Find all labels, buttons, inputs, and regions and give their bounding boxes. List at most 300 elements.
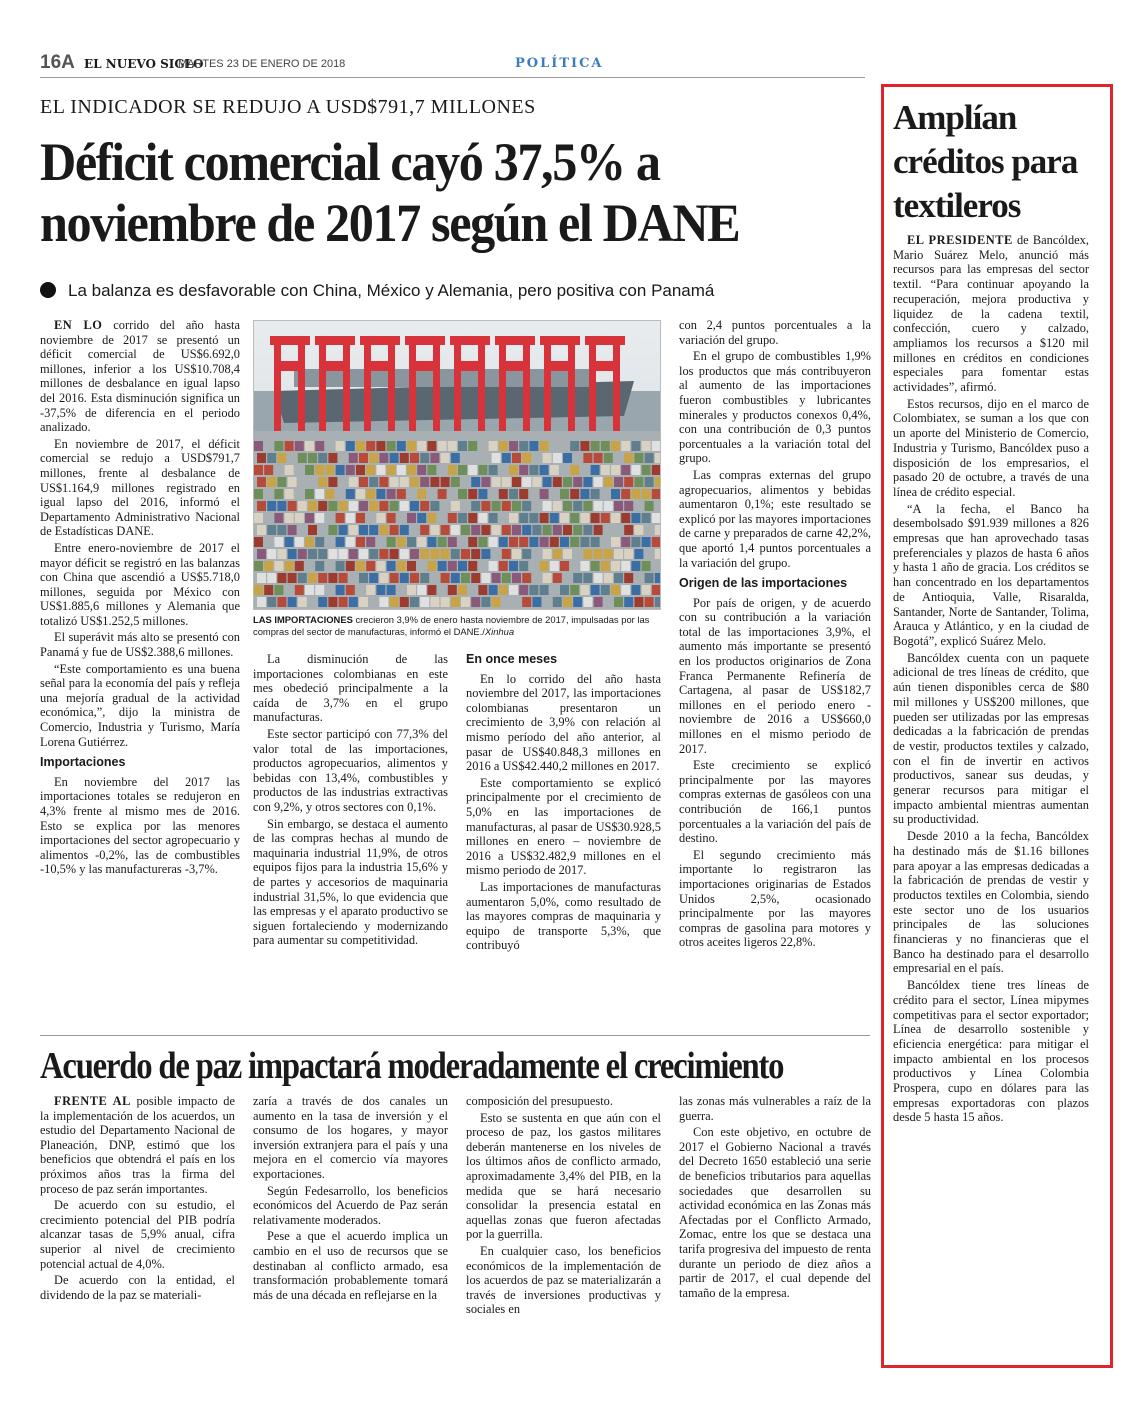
container xyxy=(624,525,633,535)
container xyxy=(369,573,378,583)
container xyxy=(468,441,477,451)
container xyxy=(614,597,623,607)
container xyxy=(529,585,538,595)
paragraph: Desde 2010 a la fecha, Bancóldex ha destinado más de $1.16 billones para apoyar a las empresas dedicadas a la fabricación de prendas de vestir y productos textiles en Colombia, siendo este sector uno de los usuarios principales de las soluciones financieras y no financieras que el Banco ha destinado para el desarrollo empresarial en el país. xyxy=(893,829,1089,976)
container xyxy=(471,477,480,487)
container xyxy=(563,501,572,511)
container xyxy=(611,513,620,523)
container xyxy=(420,501,429,511)
container xyxy=(522,549,531,559)
container xyxy=(257,597,266,607)
container xyxy=(336,465,345,475)
container xyxy=(594,453,603,463)
container xyxy=(655,573,661,583)
container xyxy=(356,513,365,523)
container xyxy=(481,501,490,511)
container xyxy=(492,501,501,511)
container xyxy=(254,537,263,547)
container xyxy=(563,525,572,535)
container xyxy=(631,513,640,523)
container xyxy=(346,537,355,547)
container xyxy=(285,465,294,475)
container xyxy=(420,549,429,559)
container xyxy=(652,513,661,523)
container xyxy=(624,501,633,511)
container xyxy=(471,597,480,607)
article-column-2 xyxy=(253,652,448,950)
container xyxy=(563,453,572,463)
container xyxy=(468,465,477,475)
container xyxy=(461,525,470,535)
container xyxy=(315,441,324,451)
article-column-4 xyxy=(679,318,871,952)
container xyxy=(550,465,559,475)
container xyxy=(461,597,470,607)
container xyxy=(318,597,327,607)
container xyxy=(519,513,528,523)
container xyxy=(519,537,528,547)
container xyxy=(573,597,582,607)
container xyxy=(410,453,419,463)
container xyxy=(387,465,396,475)
container xyxy=(376,513,385,523)
container xyxy=(642,465,651,475)
container xyxy=(611,441,620,451)
container xyxy=(441,573,450,583)
container xyxy=(298,597,307,607)
container xyxy=(478,465,487,475)
container xyxy=(267,477,276,487)
container xyxy=(356,465,365,475)
container xyxy=(285,489,294,499)
section-label: POLÍTICA xyxy=(515,56,604,71)
container xyxy=(397,441,406,451)
container xyxy=(631,537,640,547)
container xyxy=(390,477,399,487)
container xyxy=(468,489,477,499)
container xyxy=(427,561,436,571)
paragraph: En noviembre de 2017, el déficit comercial se redujo a USD$791,7 millones, frente al desbalance de US$1.164,9 millones registrado en igual lapso del 2016, informó el Departamento Administrativo Nacional de Estadísticas DANE. xyxy=(40,436,240,539)
container xyxy=(611,561,620,571)
container xyxy=(346,489,355,499)
container xyxy=(458,489,467,499)
container xyxy=(522,597,531,607)
container xyxy=(298,573,307,583)
container xyxy=(366,585,375,595)
container xyxy=(543,549,552,559)
container xyxy=(543,477,552,487)
container xyxy=(614,573,623,583)
container xyxy=(481,525,490,535)
container xyxy=(387,441,396,451)
container xyxy=(285,513,294,523)
paragraph: El superávit más alto se presentó con Panamá y fue de US$2.388,6 millones. xyxy=(40,630,240,660)
paragraph: Bancóldex tiene tres líneas de crédito para el sector, Línea mipymes competitivas para el sector exportador; Línea de desarrollo sostenible y eficiencia energética: para mitigar el impacto ambiental en los procesos productivos y Línea Colombia Prospera, cupo en dólares para las empresas exportadoras con plazos desde 5 hasta 15 años. xyxy=(893,978,1089,1125)
container xyxy=(346,585,355,595)
container xyxy=(522,501,531,511)
container xyxy=(441,549,450,559)
container xyxy=(346,465,355,475)
container xyxy=(553,453,562,463)
container xyxy=(553,477,562,487)
container xyxy=(400,525,409,535)
container xyxy=(420,453,429,463)
container xyxy=(295,513,304,523)
container xyxy=(621,441,630,451)
container xyxy=(328,549,337,559)
container xyxy=(468,561,477,571)
container xyxy=(540,465,549,475)
container xyxy=(461,549,470,559)
container xyxy=(604,453,613,463)
container xyxy=(532,477,541,487)
container xyxy=(611,537,620,547)
container xyxy=(645,597,654,607)
container xyxy=(328,501,337,511)
container xyxy=(458,561,467,571)
container xyxy=(369,477,378,487)
paragraph: Las importaciones de manufacturas aumentaron 5,0%, como resultado de las mayores compras de maquinaria y equipo de transporte 5,3%, que contribuyó xyxy=(466,879,661,953)
container xyxy=(318,477,327,487)
container xyxy=(410,501,419,511)
container xyxy=(553,597,562,607)
container xyxy=(257,477,266,487)
container xyxy=(325,489,334,499)
container xyxy=(560,585,569,595)
container xyxy=(359,525,368,535)
container xyxy=(267,597,276,607)
container xyxy=(550,537,559,547)
container xyxy=(642,513,651,523)
container xyxy=(631,465,640,475)
container xyxy=(502,525,511,535)
container xyxy=(339,525,348,535)
container xyxy=(267,501,276,511)
container xyxy=(540,513,549,523)
container xyxy=(512,525,521,535)
container xyxy=(458,513,467,523)
paragraph: las zonas más vulnerables a raíz de la guerra. xyxy=(679,1094,871,1123)
container xyxy=(441,525,450,535)
container xyxy=(376,585,385,595)
container xyxy=(512,501,521,511)
container xyxy=(563,477,572,487)
container xyxy=(594,573,603,583)
container xyxy=(611,489,620,499)
container xyxy=(583,525,592,535)
container xyxy=(308,549,317,559)
container xyxy=(489,513,498,523)
container xyxy=(336,441,345,451)
container xyxy=(257,525,266,535)
container xyxy=(277,573,286,583)
container xyxy=(519,441,528,451)
container xyxy=(553,501,562,511)
container xyxy=(366,561,375,571)
container xyxy=(407,537,416,547)
container xyxy=(512,573,521,583)
container xyxy=(499,489,508,499)
container xyxy=(277,549,286,559)
paragraph: En lo corrido del año hasta noviembre del 2017, las importaciones colombianas presentaron un crecimiento de 3,9% con relación al mismo período del año anterior, al pasar de US$40.848,3 millones en 2016 a US$42.440,2 millones en 2017. xyxy=(466,671,661,774)
container xyxy=(379,501,388,511)
container xyxy=(509,513,518,523)
container xyxy=(502,501,511,511)
container xyxy=(522,573,531,583)
container xyxy=(540,441,549,451)
container xyxy=(315,585,324,595)
container xyxy=(604,549,613,559)
paragraph: En noviembre del 2017 las importaciones totales se redujeron en 4,3% frente al mismo mes de 2016. Esto se explica por las menores importaciones del sector agropecuario y alimentos -0,2%, las de combustibles -10,5% y las manufactureras -3,7%. xyxy=(40,774,240,877)
container xyxy=(369,501,378,511)
container xyxy=(417,489,426,499)
container xyxy=(257,549,266,559)
container xyxy=(336,585,345,595)
container xyxy=(614,501,623,511)
paragraph: De acuerdo con su estudio, el crecimiento potencial del PIB podría alcanzar tasas de 5,9% anual, cifra superior al nivel de crecimiento potencial actual de 4,0%. xyxy=(40,1198,235,1271)
container xyxy=(366,441,375,451)
container xyxy=(379,525,388,535)
container xyxy=(522,525,531,535)
container xyxy=(580,537,589,547)
container xyxy=(624,597,633,607)
container xyxy=(298,453,307,463)
container xyxy=(359,549,368,559)
container xyxy=(573,477,582,487)
paragraph: De acuerdo con la entidad, el dividendo de la paz se materiali- xyxy=(40,1273,235,1302)
container xyxy=(655,549,661,559)
paragraph: “Este comportamiento es una buena señal para la economía del país y refleja una mejoría gradual de la actividad económica,”, dijo la ministra de Comercio, Industria y Turismo, María Lorena Gutiérrez. xyxy=(40,661,240,749)
sidebar-title-line: textileros xyxy=(893,186,1021,225)
container xyxy=(543,453,552,463)
container xyxy=(349,525,358,535)
container xyxy=(407,561,416,571)
container xyxy=(492,597,501,607)
container xyxy=(420,573,429,583)
container xyxy=(356,561,365,571)
container xyxy=(369,549,378,559)
container xyxy=(376,465,385,475)
paragraph: composición del presupuesto. xyxy=(466,1094,613,1108)
container xyxy=(553,573,562,583)
container xyxy=(573,501,582,511)
container xyxy=(448,537,457,547)
container xyxy=(417,465,426,475)
container xyxy=(583,597,592,607)
container xyxy=(451,573,460,583)
container xyxy=(550,561,559,571)
container xyxy=(461,573,470,583)
container xyxy=(540,537,549,547)
container xyxy=(305,513,314,523)
container xyxy=(420,477,429,487)
container xyxy=(349,453,358,463)
paragraph: La disminución de las importaciones colombianas en este mes obedeció principalmente a la caída de 3,7% en el grupo manufacturas. xyxy=(253,652,448,725)
container xyxy=(254,441,263,451)
container xyxy=(349,501,358,511)
container xyxy=(652,585,661,595)
container xyxy=(448,585,457,595)
container xyxy=(430,597,439,607)
container xyxy=(614,477,623,487)
container xyxy=(451,597,460,607)
container xyxy=(604,477,613,487)
container xyxy=(285,441,294,451)
container xyxy=(254,465,263,475)
container xyxy=(407,585,416,595)
container xyxy=(543,501,552,511)
container xyxy=(591,513,600,523)
container xyxy=(318,573,327,583)
paragraph: Las compras externas del grupo agropecuarios, alimentos y bebidas aumentaron 0,1%; este resultado se explicó por las mayores importaciones de carne y preparados de carne 42,2%, que aportó 1,4 puntos porcentuales a la variación del grupo. xyxy=(679,467,871,570)
container xyxy=(379,453,388,463)
container xyxy=(624,453,633,463)
container xyxy=(451,549,460,559)
paragraph: “A la fecha, el Banco ha desembolsado $91.939 millones a 826 empresas que han aprovechado tasas preferenciales y plazos de hasta 6 años y hasta 1 año de gracia. Los créditos se han concentrado en los departamentos de Antioquia, Valle, Risaralda, Santander, Norte de Santander, Tolima, Arauca y Atlántico, y en la ciudad de Bogotá”, explicó Suárez Melo. xyxy=(893,501,1089,648)
paragraph: EL PRESIDENTE de Bancóldex, Mario Suárez Melo, anunció más recursos para las empresas del sector textil. “Para continuar apoyando la recuperación, mejora productiva y liquidez de la cadena textil, confección, cuero y calzado, ampliamos los recursos a $120 mil millones en créditos en condiciones especiales para fomentar estas actividades”, afirmó. xyxy=(893,233,1089,395)
second-headline: Acuerdo de paz impactará moderadamente el crecimiento xyxy=(40,1045,784,1087)
article-headline xyxy=(40,132,812,254)
paragraph: Pese a que el acuerdo implica un cambio en el uso de recursos que se destinaban al conflicto armado, esa transformación probablemente tomará más de una década en reflejarse en la xyxy=(253,1229,448,1302)
container xyxy=(387,537,396,547)
subhead-text: La balanza es desfavorable con China, México y Alemania, pero positiva con Panamá xyxy=(68,281,715,300)
container xyxy=(532,525,541,535)
container xyxy=(634,597,643,607)
container xyxy=(288,525,297,535)
container xyxy=(387,585,396,595)
container xyxy=(277,525,286,535)
container xyxy=(499,585,508,595)
container xyxy=(295,561,304,571)
container xyxy=(540,585,549,595)
container xyxy=(346,441,355,451)
container xyxy=(339,597,348,607)
container xyxy=(430,501,439,511)
container xyxy=(305,585,314,595)
container xyxy=(407,441,416,451)
container xyxy=(489,537,498,547)
container xyxy=(532,597,541,607)
container xyxy=(400,453,409,463)
container xyxy=(634,549,643,559)
container xyxy=(583,453,592,463)
container xyxy=(379,573,388,583)
article-subhead xyxy=(40,281,870,301)
container xyxy=(631,561,640,571)
container xyxy=(529,537,538,547)
article-column-3 xyxy=(466,652,661,955)
container xyxy=(591,465,600,475)
container xyxy=(502,453,511,463)
container xyxy=(560,513,569,523)
container xyxy=(594,501,603,511)
paragraph: con 2,4 puntos porcentuales a la variación del grupo. xyxy=(679,318,871,347)
container xyxy=(400,549,409,559)
container xyxy=(652,441,661,451)
container xyxy=(315,561,324,571)
container xyxy=(359,597,368,607)
container xyxy=(448,465,457,475)
container xyxy=(407,513,416,523)
container xyxy=(390,597,399,607)
container xyxy=(481,477,490,487)
container xyxy=(427,537,436,547)
container xyxy=(451,453,460,463)
container xyxy=(285,561,294,571)
container xyxy=(339,501,348,511)
container xyxy=(492,477,501,487)
container xyxy=(634,477,643,487)
container xyxy=(489,585,498,595)
container xyxy=(420,597,429,607)
container xyxy=(264,465,273,475)
paragraph: Según Fedesarrollo, los beneficios económicos del Acuerdo de Paz serán relativamente moderados. xyxy=(253,1183,448,1227)
container xyxy=(594,525,603,535)
container xyxy=(267,549,276,559)
container xyxy=(624,477,633,487)
container xyxy=(379,549,388,559)
issue-date: MARTES 23 DE ENERO DE 2018 xyxy=(178,58,346,70)
container xyxy=(417,585,426,595)
container xyxy=(277,453,286,463)
container xyxy=(318,453,327,463)
sidebar-title-line: Amplían xyxy=(893,98,1017,137)
container xyxy=(492,573,501,583)
container xyxy=(451,525,460,535)
container xyxy=(570,489,579,499)
container xyxy=(397,537,406,547)
container xyxy=(274,585,283,595)
container xyxy=(448,513,457,523)
container xyxy=(328,453,337,463)
container xyxy=(325,465,334,475)
story-divider xyxy=(40,1035,870,1036)
sidebar-headline xyxy=(893,96,1107,228)
container xyxy=(397,561,406,571)
article-column-1 xyxy=(40,318,240,879)
container xyxy=(400,477,409,487)
container xyxy=(580,441,589,451)
caption-lead: LAS IMPORTACIONES xyxy=(253,614,353,625)
container xyxy=(570,537,579,547)
container xyxy=(274,561,283,571)
container xyxy=(438,489,447,499)
lead-in: EL PRESIDENTE xyxy=(907,233,1013,247)
paragraph: Entre enero-noviembre de 2017 el mayor déficit se registró en las balanzas con China que ascendió a US$5.718,0 millones, seguida por México con US$1.885,6 millones y Alemania que totalizó US$1.252,5 millones. xyxy=(40,540,240,628)
container xyxy=(295,537,304,547)
container xyxy=(254,561,263,571)
paragraph: zaría a través de dos canales un aumento en la tasa de inversión y el consumo de los hogares, y mayor inversión extranjera para el país y una mejora en el comercio vía mayores exportaciones. xyxy=(253,1094,448,1181)
container xyxy=(397,465,406,475)
container xyxy=(550,513,559,523)
container xyxy=(417,537,426,547)
article-kicker: EL INDICADOR SE REDUJO A USD$791,7 MILLONES xyxy=(40,96,536,118)
container xyxy=(410,573,419,583)
container xyxy=(339,573,348,583)
container xyxy=(298,501,307,511)
second-column-2 xyxy=(253,1094,448,1304)
container xyxy=(570,441,579,451)
container xyxy=(438,561,447,571)
container xyxy=(519,585,528,595)
container xyxy=(277,597,286,607)
container xyxy=(468,513,477,523)
container xyxy=(499,441,508,451)
container xyxy=(583,573,592,583)
container xyxy=(441,477,450,487)
container xyxy=(336,561,345,571)
container xyxy=(489,561,498,571)
